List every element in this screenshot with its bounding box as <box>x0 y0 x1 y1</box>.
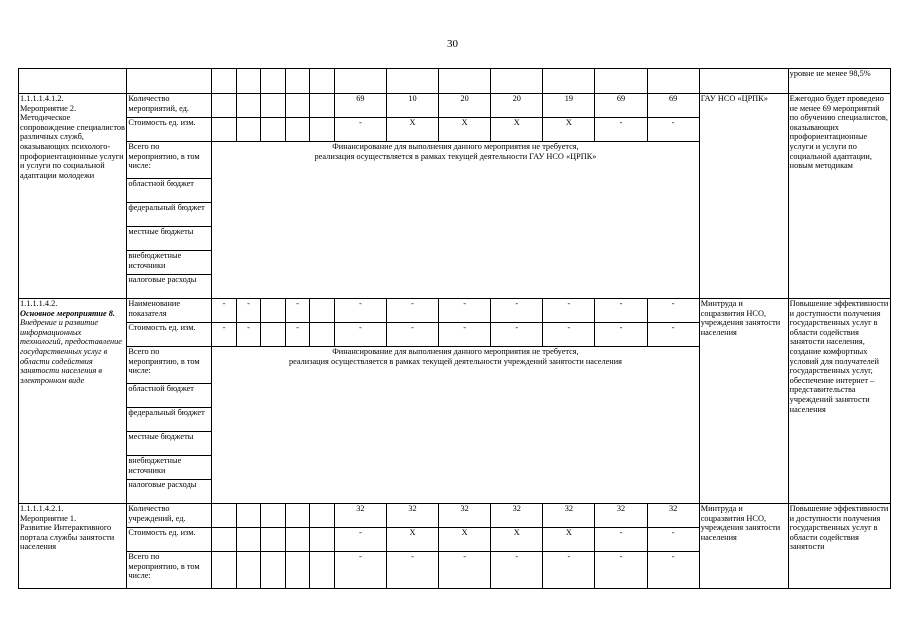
activity-code: 1.1.1.1.4.2. <box>20 299 58 308</box>
financing-label: областной бюджет <box>127 384 212 408</box>
value-cell <box>236 118 261 142</box>
indicator-label: Стоимость ед. изм. <box>127 323 212 347</box>
activity-title: Мероприятие 2. <box>20 103 77 113</box>
page-number: 30 <box>447 38 458 50</box>
value-cell: - <box>386 299 438 323</box>
value-cell <box>212 552 237 589</box>
value-cell: X <box>491 528 543 552</box>
table-row <box>19 94 891 118</box>
activity-cell <box>19 94 127 299</box>
financing-label: налоговые расходы <box>127 275 212 299</box>
financing-label: налоговые расходы <box>127 480 212 504</box>
result-cell: Повышение эффективности и доступности получения государственных услуг в области содействия занятости <box>788 504 890 589</box>
value-cell <box>310 94 335 118</box>
value-cell: - <box>236 299 261 323</box>
result-cell: Повышение эффективности и доступности получения государственных услуг в области содействия занятости населения, создание комфортных условий для получателей государственных услуг, обеспечение интернет – представительства учреждений занятости населения <box>788 299 890 504</box>
indicator-label: Количество мероприятий, ед. <box>127 94 212 118</box>
indicator-label: Количество учреждений, ед. <box>127 504 212 528</box>
program-table <box>18 68 891 589</box>
value-cell: - <box>386 552 438 589</box>
activity-description: Развитие Интерактивного портала службы занятости населения <box>20 523 115 552</box>
value-cell: 32 <box>543 504 595 528</box>
value-cell: - <box>334 552 386 589</box>
table-row <box>19 504 891 528</box>
value-cell <box>236 504 261 528</box>
value-cell <box>261 323 286 347</box>
financing-label: местные бюджеты <box>127 432 212 456</box>
value-cell: 69 <box>595 94 647 118</box>
executor-cell: ГАУ НСО «ЦРПК» <box>699 94 788 299</box>
financing-label: местные бюджеты <box>127 227 212 251</box>
value-cell: 20 <box>439 94 491 118</box>
value-cell: - <box>647 299 699 323</box>
value-cell: - <box>647 528 699 552</box>
value-cell: - <box>595 299 647 323</box>
value-cell: 10 <box>386 94 438 118</box>
value-cell: - <box>439 323 491 347</box>
table-row <box>19 299 891 323</box>
value-cell <box>261 552 286 589</box>
value-cell: 32 <box>386 504 438 528</box>
result-cell: Ежегодно будет проведено не менее 69 мероприятий по обучению специалистов, оказывающих профориентационные услуги и услуги по социальной адаптации, новым методикам <box>788 94 890 299</box>
activity-cell <box>19 299 127 504</box>
financing-note-line: Финансирование для выполнения данного мероприятия не требуется, <box>332 142 579 151</box>
value-cell: - <box>595 323 647 347</box>
value-cell: X <box>386 528 438 552</box>
value-cell <box>285 504 310 528</box>
value-cell: - <box>595 552 647 589</box>
financing-note-line: реализация осуществляется в рамках текущей деятельности учреждений занятости населения <box>288 356 622 366</box>
value-cell: - <box>334 528 386 552</box>
value-cell: 20 <box>491 94 543 118</box>
value-cell <box>212 528 237 552</box>
value-cell: - <box>334 118 386 142</box>
value-cell: - <box>212 323 237 347</box>
financing-note-line: Финансирование для выполнения данного мероприятия не требуется, <box>332 347 579 356</box>
indicator-label: Наименование показателя <box>127 299 212 323</box>
value-cell <box>285 552 310 589</box>
value-cell: - <box>236 323 261 347</box>
value-cell <box>310 504 335 528</box>
value-cell <box>285 528 310 552</box>
value-cell: - <box>334 299 386 323</box>
value-cell <box>212 94 237 118</box>
financing-label: федеральный бюджет <box>127 408 212 432</box>
activity-description: Внедрение и развитие информационных технологий, предоставление государственных услуг в области содействия занятости населения в электронном виде <box>20 318 122 385</box>
value-cell <box>261 504 286 528</box>
value-cell: - <box>491 299 543 323</box>
value-cell: X <box>386 118 438 142</box>
indicator-label: Стоимость ед. изм. <box>127 118 212 142</box>
financing-label: Всего по мероприятию, в том числе: <box>127 142 212 179</box>
activity-title: Мероприятие 1. <box>20 513 77 523</box>
value-cell: 32 <box>491 504 543 528</box>
value-cell: - <box>439 552 491 589</box>
financing-label: внебюджетные источники <box>127 251 212 275</box>
value-cell: 19 <box>543 94 595 118</box>
financing-label: Всего по мероприятию, в том числе: <box>127 552 212 589</box>
value-cell <box>261 94 286 118</box>
value-cell: - <box>212 299 237 323</box>
activity-title: Основное мероприятие 8. <box>20 308 116 318</box>
value-cell: X <box>439 118 491 142</box>
value-cell: 32 <box>439 504 491 528</box>
value-cell: - <box>543 552 595 589</box>
value-cell: - <box>491 323 543 347</box>
financing-note-line: реализация осуществляется в рамках текущей деятельности ГАУ НСО «ЦРПК» <box>314 151 597 161</box>
value-cell: - <box>595 118 647 142</box>
value-cell: - <box>647 118 699 142</box>
financing-note <box>212 142 700 299</box>
financing-label: областной бюджет <box>127 179 212 203</box>
value-cell <box>236 94 261 118</box>
value-cell: 32 <box>647 504 699 528</box>
activity-cell <box>19 504 127 589</box>
activity-description: Методическое сопровождение специалистов различных служб, оказывающих психолого-профориентационные услуги и услуги по социальной адаптации молодежи <box>20 113 125 180</box>
value-cell: - <box>439 299 491 323</box>
value-cell: - <box>386 323 438 347</box>
value-cell <box>261 528 286 552</box>
value-cell <box>261 118 286 142</box>
table-row-continuation <box>19 69 891 94</box>
value-cell <box>310 299 335 323</box>
financing-note <box>212 347 700 504</box>
value-cell <box>261 299 286 323</box>
value-cell <box>310 552 335 589</box>
value-cell: - <box>647 552 699 589</box>
value-cell <box>212 504 237 528</box>
value-cell: 32 <box>334 504 386 528</box>
value-cell <box>310 323 335 347</box>
result-cell: уровне не менее 98,5% <box>788 69 890 94</box>
value-cell <box>212 118 237 142</box>
value-cell: 69 <box>334 94 386 118</box>
value-cell <box>236 552 261 589</box>
activity-code: 1.1.1.1.4.1.2. <box>20 94 64 103</box>
value-cell <box>285 118 310 142</box>
financing-label: федеральный бюджет <box>127 203 212 227</box>
value-cell: X <box>543 118 595 142</box>
value-cell <box>236 528 261 552</box>
value-cell: - <box>543 323 595 347</box>
value-cell: - <box>647 323 699 347</box>
value-cell <box>310 118 335 142</box>
executor-cell: Минтруда и соцразвития НСО, учреждения занятости населения <box>699 299 788 504</box>
indicator-label: Стоимость ед. изм. <box>127 528 212 552</box>
value-cell: 69 <box>647 94 699 118</box>
financing-label: внебюджетные источники <box>127 456 212 480</box>
value-cell: X <box>439 528 491 552</box>
value-cell: - <box>595 528 647 552</box>
value-cell: - <box>334 323 386 347</box>
activity-code: 1.1.1.1.4.2.1. <box>20 504 64 513</box>
value-cell: X <box>491 118 543 142</box>
value-cell: - <box>543 299 595 323</box>
executor-cell: Минтруда и соцразвития НСО, учреждения занятости населения <box>699 504 788 589</box>
value-cell: 32 <box>595 504 647 528</box>
value-cell: - <box>285 323 310 347</box>
value-cell: X <box>543 528 595 552</box>
value-cell <box>310 528 335 552</box>
value-cell <box>285 94 310 118</box>
value-cell: - <box>491 552 543 589</box>
value-cell: - <box>285 299 310 323</box>
financing-label: Всего по мероприятию, в том числе: <box>127 347 212 384</box>
